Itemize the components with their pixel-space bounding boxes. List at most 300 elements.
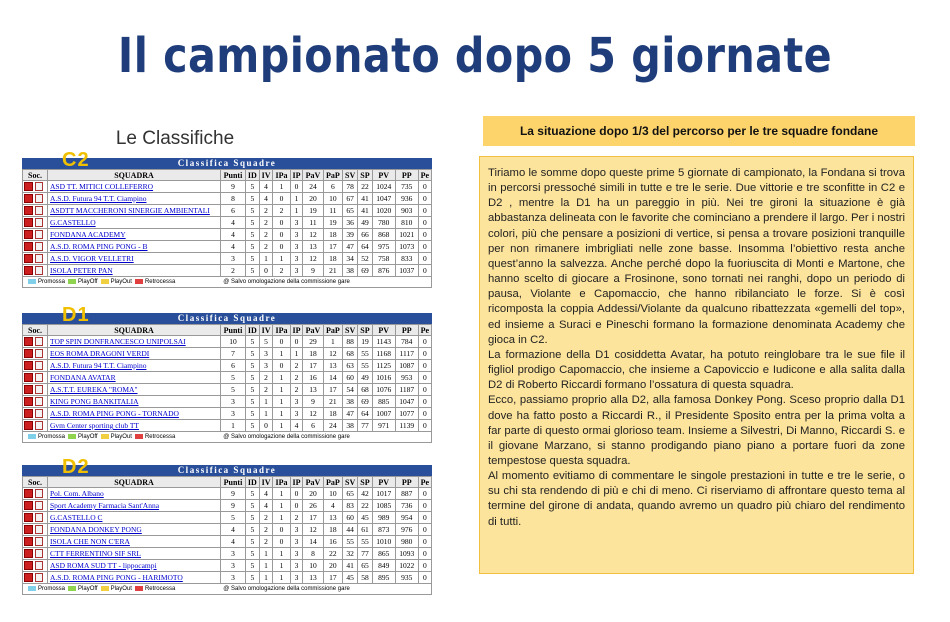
stat-cell: 60 bbox=[343, 372, 358, 384]
club-logo-icon[interactable] bbox=[24, 194, 33, 203]
stat-cell: 953 bbox=[395, 372, 418, 384]
document-icon[interactable] bbox=[35, 206, 43, 215]
stat-cell: 1 bbox=[259, 396, 273, 408]
club-logo-icon[interactable] bbox=[24, 489, 33, 498]
document-icon[interactable] bbox=[35, 489, 43, 498]
stat-cell: 5 bbox=[259, 336, 273, 348]
stat-cell: 39 bbox=[343, 229, 358, 241]
document-icon[interactable] bbox=[35, 573, 43, 582]
club-icons[interactable] bbox=[23, 384, 48, 396]
stat-cell: 5 bbox=[245, 572, 259, 584]
column-header: PP bbox=[395, 477, 418, 488]
document-icon[interactable] bbox=[35, 266, 43, 275]
table-row bbox=[23, 348, 432, 360]
stat-cell: 0 bbox=[418, 536, 431, 548]
team-link[interactable]: KING PONG BANKITALIA bbox=[48, 396, 221, 408]
series-label: D2 bbox=[62, 456, 90, 478]
article-paragraph: Ecco, passiamo proprio alla D2, alla famosa Donkey Pong. Sceso proprio dalla D1 dove ha fatto posto a Riccardi R., il Presidente Sposito entra per la prima volta a far parte di questo ormai glorioso team. Insieme a Silvestri, Di Manno, Riccardi S. e il giovane Marzano, si stanno prodigando piano piano a portare fuori da zone tempestose questa squadra. bbox=[488, 394, 905, 467]
stat-cell: 0 bbox=[259, 420, 273, 432]
team-link[interactable]: TOP SPIN DONFRANCESCO UNIPOLSAI bbox=[48, 336, 221, 348]
stat-cell: 3 bbox=[290, 572, 303, 584]
club-icons[interactable] bbox=[23, 360, 48, 372]
stat-cell: 0 bbox=[418, 524, 431, 536]
club-icons[interactable] bbox=[23, 420, 48, 432]
stat-cell: 38 bbox=[343, 265, 358, 277]
club-logo-icon[interactable] bbox=[24, 573, 33, 582]
stat-cell: 976 bbox=[395, 524, 418, 536]
column-header: SQUADRA bbox=[48, 477, 221, 488]
team-link[interactable]: EOS ROMA DRAGONI VERDI bbox=[48, 348, 221, 360]
club-icons[interactable] bbox=[23, 548, 48, 560]
team-link[interactable]: Pol. Com. Albano bbox=[48, 488, 221, 500]
legend-label: Promossa bbox=[38, 434, 66, 440]
standings-header: Classifica Squadre bbox=[22, 158, 432, 169]
stat-cell: 1 bbox=[273, 372, 290, 384]
stat-cell: 0 bbox=[273, 193, 290, 205]
column-header: PaP bbox=[323, 170, 342, 181]
column-header: IPa bbox=[273, 170, 290, 181]
stat-cell: 1 bbox=[273, 560, 290, 572]
series-label: D1 bbox=[62, 304, 90, 326]
club-icons[interactable] bbox=[23, 560, 48, 572]
document-icon[interactable] bbox=[35, 230, 43, 239]
standings-c2 bbox=[22, 149, 432, 288]
stat-cell: 41 bbox=[358, 193, 372, 205]
club-icons[interactable] bbox=[23, 193, 48, 205]
team-link[interactable]: A.S.D. ROMA PING PONG - B bbox=[48, 241, 221, 253]
stat-cell: 4 bbox=[221, 524, 246, 536]
stat-cell: 0 bbox=[418, 560, 431, 572]
stat-cell: 1 bbox=[221, 420, 246, 432]
stat-cell: 0 bbox=[418, 420, 431, 432]
stat-cell: 2 bbox=[259, 536, 273, 548]
stat-cell: 58 bbox=[358, 572, 372, 584]
stat-cell: 868 bbox=[372, 229, 395, 241]
club-icons[interactable] bbox=[23, 500, 48, 512]
stat-cell: 2 bbox=[273, 205, 290, 217]
stat-cell: 780 bbox=[372, 217, 395, 229]
stat-cell: 0 bbox=[290, 488, 303, 500]
stat-cell: 60 bbox=[343, 512, 358, 524]
stat-cell: 13 bbox=[323, 360, 342, 372]
document-icon[interactable] bbox=[35, 397, 43, 406]
document-icon[interactable] bbox=[35, 421, 43, 430]
document-icon[interactable] bbox=[35, 349, 43, 358]
stat-cell: 3 bbox=[221, 560, 246, 572]
club-logo-icon[interactable] bbox=[24, 561, 33, 570]
stat-cell: 5 bbox=[245, 548, 259, 560]
stat-cell: 0 bbox=[418, 372, 431, 384]
document-icon[interactable] bbox=[35, 537, 43, 546]
club-icons[interactable] bbox=[23, 241, 48, 253]
document-icon[interactable] bbox=[35, 385, 43, 394]
stat-cell: 5 bbox=[245, 536, 259, 548]
stat-cell: 0 bbox=[418, 548, 431, 560]
stat-cell: 1 bbox=[273, 408, 290, 420]
team-link[interactable]: Sport Academy Farmacia Sant'Anna bbox=[48, 500, 221, 512]
stat-cell: 21 bbox=[323, 265, 342, 277]
article-paragraph: La formazione della D1 cosiddetta Avatar, ha potuto reinglobare tra le sue file il figliol prodigo Capomaccio, che insieme a Capoviccio e Iudicone e alla salita dalla D2 di Roberto Riccardi formano l’ossatura di questa squadra. bbox=[488, 348, 905, 392]
stat-cell: 1 bbox=[290, 205, 303, 217]
stat-cell: 69 bbox=[358, 265, 372, 277]
column-header: IP bbox=[290, 477, 303, 488]
document-icon[interactable] bbox=[35, 254, 43, 263]
stat-cell: 1 bbox=[259, 572, 273, 584]
table-row bbox=[23, 336, 432, 348]
stat-cell: 2 bbox=[259, 205, 273, 217]
stat-cell: 1 bbox=[273, 548, 290, 560]
club-logo-icon[interactable] bbox=[24, 397, 33, 406]
stat-cell: 4 bbox=[323, 500, 342, 512]
stat-cell: 1 bbox=[273, 384, 290, 396]
team-link[interactable]: ISOLA PETER PAN bbox=[48, 265, 221, 277]
stat-cell: 5 bbox=[221, 384, 246, 396]
stat-cell: 865 bbox=[372, 548, 395, 560]
legend-note: @ Salvo omologazione della commissione gare bbox=[223, 279, 350, 285]
stat-cell: 3 bbox=[290, 408, 303, 420]
team-link[interactable]: FONDANA AVATAR bbox=[48, 372, 221, 384]
stat-cell: 0 bbox=[273, 524, 290, 536]
stat-cell: 13 bbox=[303, 572, 323, 584]
team-link[interactable]: ASDTT MACCHERONI SINERGIE AMBIENTALI bbox=[48, 205, 221, 217]
stat-cell: 9 bbox=[221, 500, 246, 512]
stat-cell: 34 bbox=[343, 253, 358, 265]
document-icon[interactable] bbox=[35, 409, 43, 418]
column-header: SP bbox=[358, 170, 372, 181]
document-icon[interactable] bbox=[35, 549, 43, 558]
stat-cell: 5 bbox=[245, 253, 259, 265]
column-header: Soc. bbox=[23, 325, 48, 336]
club-icons[interactable] bbox=[23, 217, 48, 229]
stat-cell: 1 bbox=[323, 336, 342, 348]
stat-cell: 2 bbox=[259, 384, 273, 396]
stat-cell: 1016 bbox=[372, 372, 395, 384]
stat-cell: 1 bbox=[259, 253, 273, 265]
stat-cell: 7 bbox=[221, 348, 246, 360]
stat-cell: 11 bbox=[323, 205, 342, 217]
stat-cell: 2 bbox=[273, 265, 290, 277]
club-icons[interactable] bbox=[23, 253, 48, 265]
stat-cell: 1077 bbox=[395, 408, 418, 420]
legend-swatch bbox=[28, 434, 36, 439]
stat-cell: 0 bbox=[418, 512, 431, 524]
stat-cell: 2 bbox=[259, 524, 273, 536]
stat-cell: 0 bbox=[418, 360, 431, 372]
stat-cell: 8 bbox=[303, 548, 323, 560]
stat-cell: 55 bbox=[343, 536, 358, 548]
club-icons[interactable] bbox=[23, 408, 48, 420]
stat-cell: 0 bbox=[273, 217, 290, 229]
table-row bbox=[23, 253, 432, 265]
club-logo-icon[interactable] bbox=[24, 513, 33, 522]
club-logo-icon[interactable] bbox=[24, 230, 33, 239]
stat-cell: 0 bbox=[273, 360, 290, 372]
stat-cell: 5 bbox=[245, 524, 259, 536]
team-link[interactable]: A.S.D. ROMA PING PONG - HARIMOTO bbox=[48, 572, 221, 584]
club-icons[interactable] bbox=[23, 181, 48, 193]
column-header: ID bbox=[245, 325, 259, 336]
club-logo-icon[interactable] bbox=[24, 549, 33, 558]
stat-cell: 2 bbox=[290, 384, 303, 396]
stat-cell: 17 bbox=[323, 384, 342, 396]
legend-label: Retrocessa bbox=[144, 586, 176, 592]
legend-swatch bbox=[101, 279, 109, 284]
stat-cell: 1093 bbox=[395, 548, 418, 560]
stat-cell: 63 bbox=[343, 360, 358, 372]
club-icons[interactable] bbox=[23, 372, 48, 384]
team-link[interactable]: ISOLA CHE NON C'ERA bbox=[48, 536, 221, 548]
stat-cell: 2 bbox=[221, 265, 246, 277]
stat-cell: 1 bbox=[273, 500, 290, 512]
team-link[interactable]: ASD TT. MITICI COLLEFERRO bbox=[48, 181, 221, 193]
table-row bbox=[23, 229, 432, 241]
team-link[interactable]: A.S.D. ROMA PING PONG - TORNADO bbox=[48, 408, 221, 420]
stat-cell: 903 bbox=[395, 205, 418, 217]
stat-cell: 3 bbox=[221, 408, 246, 420]
stat-cell: 5 bbox=[245, 420, 259, 432]
legend-swatch bbox=[68, 434, 76, 439]
club-logo-icon[interactable] bbox=[24, 337, 33, 346]
stat-cell: 26 bbox=[303, 500, 323, 512]
stat-cell: 3 bbox=[290, 229, 303, 241]
document-icon[interactable] bbox=[35, 218, 43, 227]
club-logo-icon[interactable] bbox=[24, 206, 33, 215]
column-header: Pe bbox=[418, 477, 431, 488]
document-icon[interactable] bbox=[35, 194, 43, 203]
stat-cell: 47 bbox=[343, 241, 358, 253]
team-link[interactable]: ASD ROMA SUD TT - lippocampi bbox=[48, 560, 221, 572]
club-logo-icon[interactable] bbox=[24, 242, 33, 251]
stat-cell: 0 bbox=[418, 408, 431, 420]
stat-cell: 6 bbox=[323, 181, 342, 193]
document-icon[interactable] bbox=[35, 373, 43, 382]
stat-cell: 64 bbox=[358, 408, 372, 420]
stat-cell: 36 bbox=[343, 217, 358, 229]
club-logo-icon[interactable] bbox=[24, 218, 33, 227]
legend-swatch bbox=[135, 434, 143, 439]
column-header: IV bbox=[259, 170, 273, 181]
table-row bbox=[23, 560, 432, 572]
club-icons[interactable] bbox=[23, 348, 48, 360]
legend-label: Retrocessa bbox=[144, 434, 176, 440]
table-row bbox=[23, 536, 432, 548]
stat-cell: 758 bbox=[372, 253, 395, 265]
stat-cell: 20 bbox=[303, 488, 323, 500]
stat-cell: 1017 bbox=[372, 488, 395, 500]
club-icons[interactable] bbox=[23, 336, 48, 348]
stat-cell: 47 bbox=[343, 408, 358, 420]
stat-cell: 2 bbox=[259, 229, 273, 241]
standings-table bbox=[22, 324, 432, 432]
stat-cell: 13 bbox=[323, 512, 342, 524]
stat-cell: 0 bbox=[290, 181, 303, 193]
club-logo-icon[interactable] bbox=[24, 373, 33, 382]
stat-cell: 0 bbox=[418, 488, 431, 500]
legend-swatch bbox=[28, 586, 36, 591]
stat-cell: 9 bbox=[303, 396, 323, 408]
stat-cell: 971 bbox=[372, 420, 395, 432]
column-header: PaV bbox=[303, 170, 323, 181]
stat-cell: 873 bbox=[372, 524, 395, 536]
stat-cell: 66 bbox=[358, 229, 372, 241]
standings-legend bbox=[22, 277, 432, 288]
table-row bbox=[23, 488, 432, 500]
club-icons[interactable] bbox=[23, 512, 48, 524]
stat-cell: 1143 bbox=[372, 336, 395, 348]
club-logo-icon[interactable] bbox=[24, 349, 33, 358]
club-icons[interactable] bbox=[23, 205, 48, 217]
club-logo-icon[interactable] bbox=[24, 525, 33, 534]
stat-cell: 849 bbox=[372, 560, 395, 572]
team-link[interactable]: FONDANA DONKEY PONG bbox=[48, 524, 221, 536]
stat-cell: 13 bbox=[303, 241, 323, 253]
stat-cell: 13 bbox=[303, 384, 323, 396]
stat-cell: 3 bbox=[221, 396, 246, 408]
stat-cell: 1087 bbox=[395, 360, 418, 372]
stat-cell: 5 bbox=[245, 560, 259, 572]
team-link[interactable]: Gvm Center sporting club TT bbox=[48, 420, 221, 432]
stat-cell: 0 bbox=[418, 336, 431, 348]
club-icons[interactable] bbox=[23, 524, 48, 536]
stat-cell: 2 bbox=[259, 372, 273, 384]
table-row bbox=[23, 548, 432, 560]
club-icons[interactable] bbox=[23, 488, 48, 500]
club-logo-icon[interactable] bbox=[24, 501, 33, 510]
stat-cell: 5 bbox=[221, 512, 246, 524]
stat-cell: 4 bbox=[221, 229, 246, 241]
stat-cell: 3 bbox=[290, 217, 303, 229]
club-icons[interactable] bbox=[23, 265, 48, 277]
legend-swatch bbox=[101, 434, 109, 439]
stat-cell: 887 bbox=[395, 488, 418, 500]
stat-cell: 2 bbox=[259, 217, 273, 229]
stat-cell: 5 bbox=[221, 372, 246, 384]
stat-cell: 20 bbox=[303, 193, 323, 205]
stat-cell: 3 bbox=[290, 524, 303, 536]
stat-cell: 19 bbox=[323, 217, 342, 229]
stat-cell: 1076 bbox=[372, 384, 395, 396]
standings-d1 bbox=[22, 304, 432, 443]
club-logo-icon[interactable] bbox=[24, 182, 33, 191]
stat-cell: 22 bbox=[323, 548, 342, 560]
stat-cell: 14 bbox=[303, 536, 323, 548]
stat-cell: 6 bbox=[221, 360, 246, 372]
stat-cell: 5 bbox=[245, 348, 259, 360]
document-icon[interactable] bbox=[35, 561, 43, 570]
club-logo-icon[interactable] bbox=[24, 409, 33, 418]
club-icons[interactable] bbox=[23, 229, 48, 241]
column-header: Punti bbox=[221, 477, 246, 488]
stat-cell: 3 bbox=[290, 253, 303, 265]
stat-cell: 42 bbox=[358, 488, 372, 500]
team-link[interactable]: CTT FERRENTINO SIF SRL bbox=[48, 548, 221, 560]
stat-cell: 24 bbox=[303, 181, 323, 193]
document-icon[interactable] bbox=[35, 337, 43, 346]
stat-cell: 885 bbox=[372, 396, 395, 408]
club-logo-icon[interactable] bbox=[24, 421, 33, 430]
team-link[interactable]: FONDANA ACADEMY bbox=[48, 229, 221, 241]
column-header: PaP bbox=[323, 477, 342, 488]
club-icons[interactable] bbox=[23, 536, 48, 548]
stat-cell: 3 bbox=[221, 253, 246, 265]
stat-cell: 5 bbox=[245, 384, 259, 396]
document-icon[interactable] bbox=[35, 242, 43, 251]
document-icon[interactable] bbox=[35, 361, 43, 370]
stat-cell: 52 bbox=[358, 253, 372, 265]
column-header: Soc. bbox=[23, 170, 48, 181]
club-logo-icon[interactable] bbox=[24, 254, 33, 263]
stat-cell: 18 bbox=[323, 524, 342, 536]
article-paragraph: Tiriamo le somme dopo queste prime 5 giornate di campionato, la Fondana si trova in percorsi pressoché simili in tutte e tre le serie. Due vittorie e tre sconfitte in C2 e D2 , mentre la D1 ha un pareggio in più. Nei tre gironi la situazione è già abbastanza delineata con le favorite che cominciano a prendere il largo. Per i nostri colori, più che pensare a posizioni di vertice, si pensa a trovare posizioni tranquille per non rimanere imbrigliati nelle zone basse. Insomma l’obiettivo resta anche quest’anno la salvezza. Anche perché dopo la fuoriuscita di Monti e Martone, che hanno scelto di giocare a Frosinone, sono tornati nei ranghi, dopo un periodo di pausa, Violante e Capomaccio, che hanno ribilanciato le forze. Si è così ricomposta la coppia Addessi/Violante da qualcuno ribattezzata «gemelli del top», ed insieme a Suraci e Pineschi formano la formazione denominata Academy che gioca in C2. bbox=[488, 167, 905, 346]
article-headline: La situazione dopo 1/3 del percorso per le tre squadre fondane bbox=[483, 116, 915, 146]
club-logo-icon[interactable] bbox=[24, 361, 33, 370]
stat-cell: 78 bbox=[343, 181, 358, 193]
stat-cell: 0 bbox=[273, 241, 290, 253]
legend-label: PlayOut bbox=[110, 434, 132, 440]
column-header: Soc. bbox=[23, 477, 48, 488]
stat-cell: 0 bbox=[418, 265, 431, 277]
stat-cell: 1020 bbox=[372, 205, 395, 217]
document-icon[interactable] bbox=[35, 525, 43, 534]
stat-cell: 735 bbox=[395, 181, 418, 193]
club-logo-icon[interactable] bbox=[24, 266, 33, 275]
stat-cell: 44 bbox=[343, 524, 358, 536]
stat-cell: 2 bbox=[290, 360, 303, 372]
table-row bbox=[23, 360, 432, 372]
column-header: PV bbox=[372, 477, 395, 488]
stat-cell: 68 bbox=[358, 384, 372, 396]
document-icon[interactable] bbox=[35, 501, 43, 510]
team-link[interactable]: A.S.D. Futura 94 T.T. Ciampino bbox=[48, 360, 221, 372]
stat-cell: 0 bbox=[418, 241, 431, 253]
club-icons[interactable] bbox=[23, 572, 48, 584]
stat-cell: 22 bbox=[358, 181, 372, 193]
club-logo-icon[interactable] bbox=[24, 385, 33, 394]
stat-cell: 18 bbox=[323, 229, 342, 241]
stat-cell: 0 bbox=[273, 336, 290, 348]
team-link[interactable]: A.S.T.T. EUREKA "ROMA" bbox=[48, 384, 221, 396]
stat-cell: 5 bbox=[245, 336, 259, 348]
stat-cell: 12 bbox=[303, 253, 323, 265]
legend-swatch bbox=[68, 586, 76, 591]
legend-swatch bbox=[135, 586, 143, 591]
document-icon[interactable] bbox=[35, 513, 43, 522]
stat-cell: 38 bbox=[343, 420, 358, 432]
stat-cell: 77 bbox=[358, 548, 372, 560]
column-header: SP bbox=[358, 325, 372, 336]
stat-cell: 17 bbox=[303, 512, 323, 524]
legend-note: @ Salvo omologazione della commissione gare bbox=[223, 586, 350, 592]
stat-cell: 1037 bbox=[395, 265, 418, 277]
club-logo-icon[interactable] bbox=[24, 537, 33, 546]
team-link[interactable]: A.S.D. VIGOR VELLETRI bbox=[48, 253, 221, 265]
stat-cell: 2 bbox=[259, 512, 273, 524]
stat-cell: 6 bbox=[221, 205, 246, 217]
document-icon[interactable] bbox=[35, 182, 43, 191]
stat-cell: 12 bbox=[303, 229, 323, 241]
stat-cell: 0 bbox=[418, 348, 431, 360]
stat-cell: 1 bbox=[273, 488, 290, 500]
stat-cell: 935 bbox=[395, 572, 418, 584]
team-link[interactable]: G.CASTELLO bbox=[48, 217, 221, 229]
table-row bbox=[23, 193, 432, 205]
legend-label: PlayOff bbox=[78, 586, 98, 592]
stat-cell: 0 bbox=[290, 500, 303, 512]
column-header: PP bbox=[395, 170, 418, 181]
club-icons[interactable] bbox=[23, 396, 48, 408]
team-link[interactable]: A.S.D. Futura 94 T.T. Ciampino bbox=[48, 193, 221, 205]
team-link[interactable]: G.CASTELLO C bbox=[48, 512, 221, 524]
